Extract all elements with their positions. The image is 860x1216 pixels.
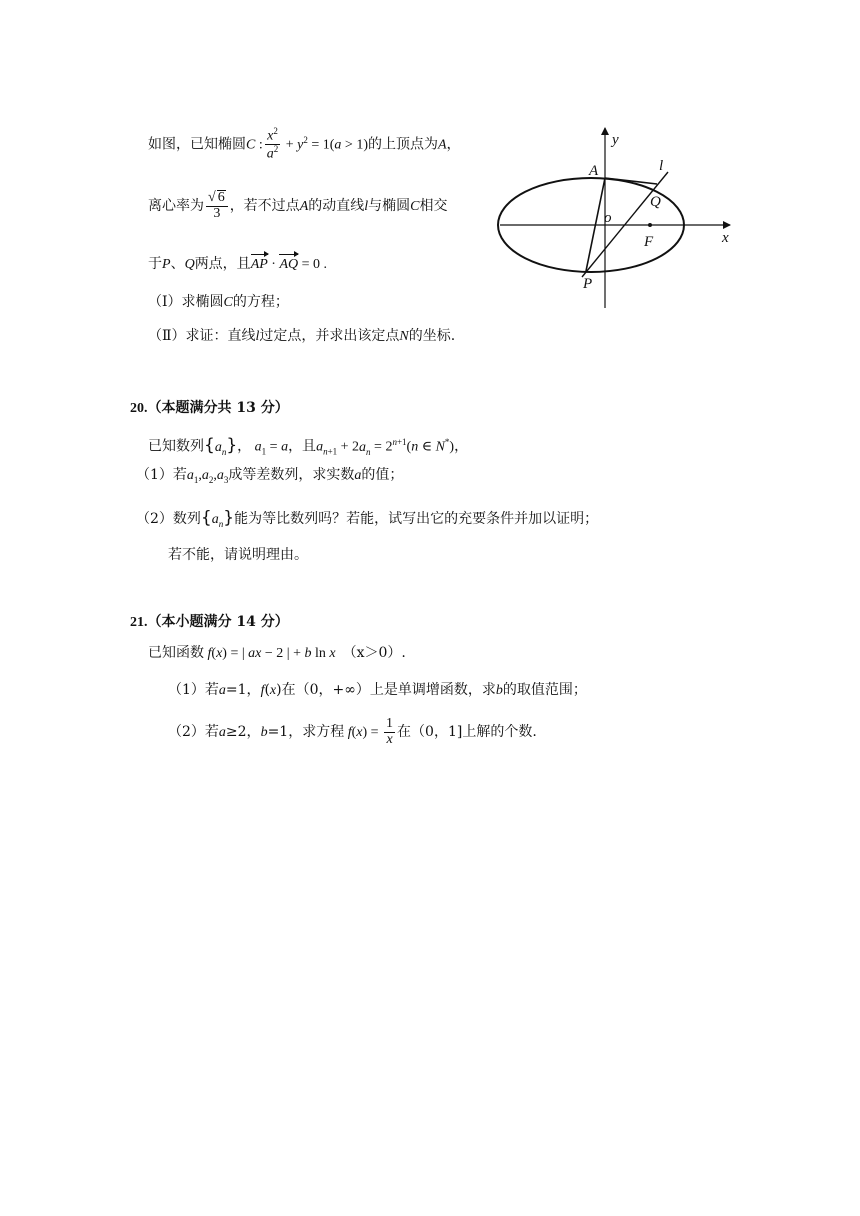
p21-stem: 已知函数 f(x) = | ax − 2 | + b ln x （x＞0）. [148,645,406,661]
ellipse-figure [494,124,764,314]
fraction-x2-a2: $\frac{x^2}{a^2}$ [266,125,279,162]
label-q: Q [650,194,661,210]
p21-heading: 21.（本小题满分 14 分） [130,614,289,630]
label-a: A [589,163,599,179]
p20-heading: 20.（本题满分共 13 分） [130,400,289,416]
p19-question-2: （Ⅱ）求证：直线l过定点，并求出该定点N的坐标. [148,328,456,344]
label-o: o [604,210,612,226]
p20-question-2-continued: 若不能，请说明理由。 [168,547,308,563]
p19-line3: 于P、Q两点，且AP · AQ = 0 . [148,252,327,277]
p20-question-2: （2）数列$\{a_n\}$能为等比数列吗？若能，试写出它的充要条件并加以证明； [136,508,599,529]
label-p: P [583,276,593,292]
label-l: l [659,158,664,174]
p20-question-1: （1）若$a_1,a_2,a_3$成等差数列，求实数a的值； [136,467,404,485]
label-f: F [644,234,654,250]
vector-AP: AP [251,253,268,277]
p19-question-1: （Ⅰ）求椭圆C的方程； [148,294,289,310]
vector-AQ: AQ [279,253,298,277]
fraction-1-over-x: $\frac{1}{x}$ [386,715,394,747]
fraction-sqrt6-over-3: $\frac{√ 6}{3}$ [206,190,228,221]
p19-line2: 离心率为 $\frac{√ 6}{3}$ ，若不过点A的动直线l与椭圆C相交 [148,190,448,221]
focus-f-dot [648,223,652,227]
p19-line1: 如图，已知椭圆C : $\frac{x^2}{a^2}$ + $y^2 = 1(a > 1)$的上顶点为A， [148,125,461,162]
p20-stem: 已知数列$\{a_n\}$， $a_1 = a$，且$a_{n+1} + 2a_n = 2^{n+1}(n$ ∈ N*)， [148,435,469,457]
p21-question-1: （1）若a=1，f(x)在（0，+∞）上是单调增函数，求b的取值范围； [168,682,587,698]
p21-question-2: （2）若a≥2，b=1，求方程 f(x) = $\frac{1}{x}$ 在（0，1]上解的个数. [168,715,537,747]
label-x: x [722,230,729,246]
label-y: y [612,132,619,148]
